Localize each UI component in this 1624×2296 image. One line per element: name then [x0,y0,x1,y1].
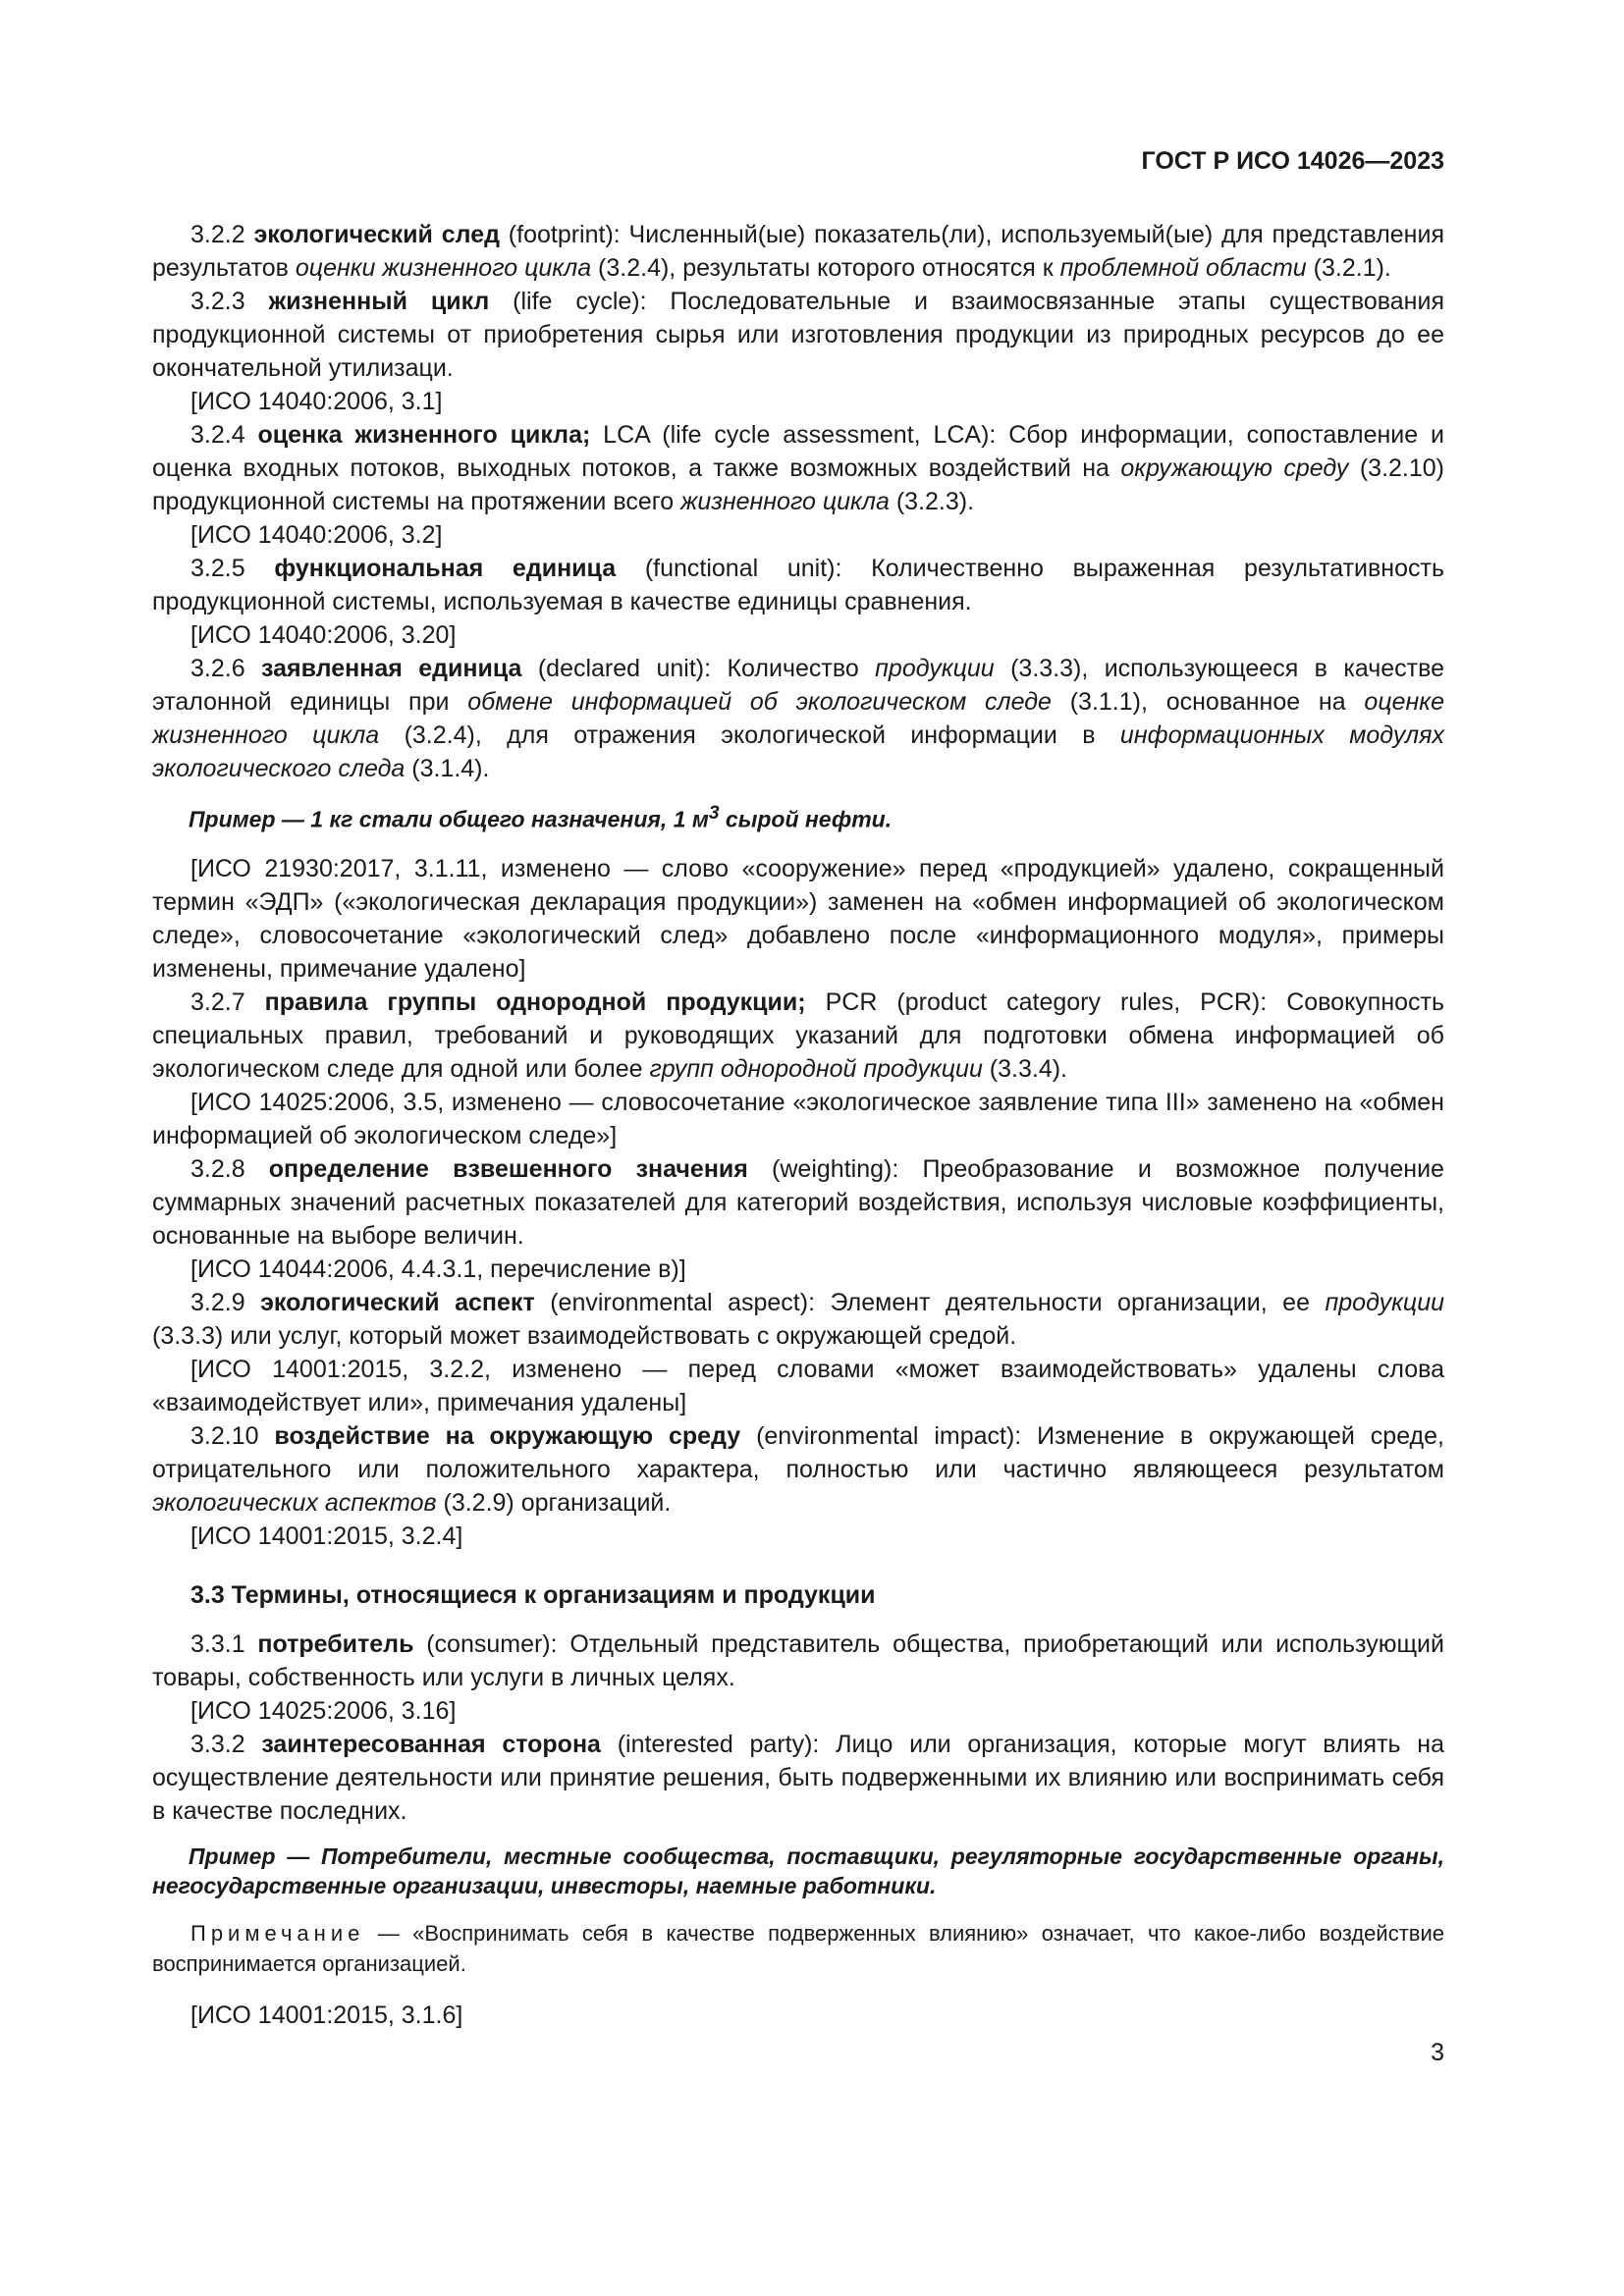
term-3-2-10: 3.2.10 воздействие на окружающую среду (environmental impact): Изменение в окружающей среде, отрицательного или положительного характера, полностью или частично являющееся результатом экологических аспектов (3.2.9) организаций. [152,1421,1444,1517]
example-3-2-6: Пример — 1 кг стали общего назначения, 1 $м^3$ сырой нефти. [189,803,893,832]
section-heading-3-3: 3.3 Термины, относящиеся к организациям и продукции [190,1580,876,1609]
source-ref: [ИСО 14001:2015, 3.2.2, изменено — перед словами «может взаимодействовать» удалены слова «взаимодействует или», примечания удалены] [152,1355,1444,1416]
source-ref: [ИСО 14001:2015, 3.2.4] [190,1522,463,1550]
term-3-3-1: 3.3.1 потребитель (consumer): Отдельный представитель общества, приобретающий или использующий товары, собственность или услуги в личных целях. [152,1629,1444,1691]
source-ref: [ИСО 14025:2006, 3.5, изменено — словосочетание «экологическое заявление типа III» заменено на «обмен информацией об экологическом следе»] [152,1088,1444,1149]
term-3-2-8: 3.2.8 определение взвешенного значения (weighting): Преобразование и возможное получение суммарных значений расчетных показателей для категорий воздействия, используя числовые коэффициенты, основанные на выборе величин. [152,1154,1444,1250]
source-ref: [ИСО 14040:2006, 3.20] [190,621,457,649]
term-3-2-7: 3.2.7 правила группы однородной продукции; PCR (product category rules, PCR): Совокупность специальных правил, требований и руководящих указаний для подготовки обмена информацией об экологическом следе для одной или более групп однородной продукции (3.3.4). [152,988,1445,1083]
source-ref: [ИСО 14040:2006, 3.1] [190,388,443,415]
term-3-2-9: 3.2.9 экологический аспект (environmental aspect): Элемент деятельности организации, ее продукции (3.3.3) или услуг, который может взаимодействовать с окружающей средой. [152,1288,1445,1350]
term-3-3-2: 3.3.2 заинтересованная сторона (interested party): Лицо или организация, которые могут влиять на осуществление деятельности или принятие решения, быть подверженными их влиянию или воспринимать себя в качестве последних. [152,1730,1444,1825]
source-ref: [ИСО 14040:2006, 3.2] [190,521,443,549]
source-ref: [ИСО 21930:2017, 3.1.11, изменено — слово «сооружение» перед «продукцией» удалено, сокращенный термин «ЭДП» («экологическая декларация продукции») заменен на «обмен информацией об экологическом следе», словосочетание «экологический след» добавлено после «информационного модуля», примеры изменены, примечание удалено] [152,854,1444,983]
document-header: ГОСТ Р ИСО 14026—2023 [1141,147,1444,175]
term-3-2-5: 3.2.5 функциональная единица (functional unit): Количественно выраженная результативность продукционной системы, используемая в качестве единицы сравнения. [152,555,1444,615]
page-number: 3 [1431,2039,1444,2066]
example-3-3-2: Пример — Потребители, местные сообщества, поставщики, регуляторные государственные органы, негосударственные организации, инвесторы, наемные работники. [152,1842,1444,1898]
term-3-2-2: 3.2.2 экологический след (footprint): Численный(ые) показатель(ли), используемый(ые) для представления результатов оценки жизненного цикла (3.2.4), результаты которого относятся к проблемной области (3.2.1). [152,221,1444,282]
source-ref: [ИСО 14001:2015, 3.1.6] [190,2001,463,2029]
document-body [152,218,1444,2032]
term-3-2-3: 3.2.3 жизненный цикл (life cycle): Последовательные и взаимосвязанные этапы существования продукционной системы от приобретения сырья или изготовления продукции из природных ресурсов до ее окончательной утилизаци. [152,288,1444,382]
source-ref: [ИСО 14025:2006, 3.16] [190,1696,457,1725]
note-3-3-2: Примечание — «Воспринимать себя в качестве подверженных влиянию» означает, что какое-либо воздействие воспринимается организацией. [152,1920,1444,1976]
term-3-2-6: 3.2.6 заявленная единица (declared unit): Количество продукции (3.3.3), использующееся в качестве эталонной единицы при обмене информацией об экологическом следе (3.1.1), основанное на оценке жизненного цикла (3.2.4), для отражения экологической информации в информационных модулях экологического следа (3.1.4). [152,655,1444,782]
term-3-2-4: 3.2.4 оценка жизненного цикла; LCA (life cycle assessment, LCA): Сбор информации, сопоставление и оценка входных потоков, выходных потоков, а также возможных воздействий на окружающую среду (3.2.10) продукционной системы на протяжении всего жизненного цикла (3.2.3). [152,421,1444,515]
source-ref: [ИСО 14044:2006, 4.4.3.1, перечисление в)] [190,1255,686,1283]
